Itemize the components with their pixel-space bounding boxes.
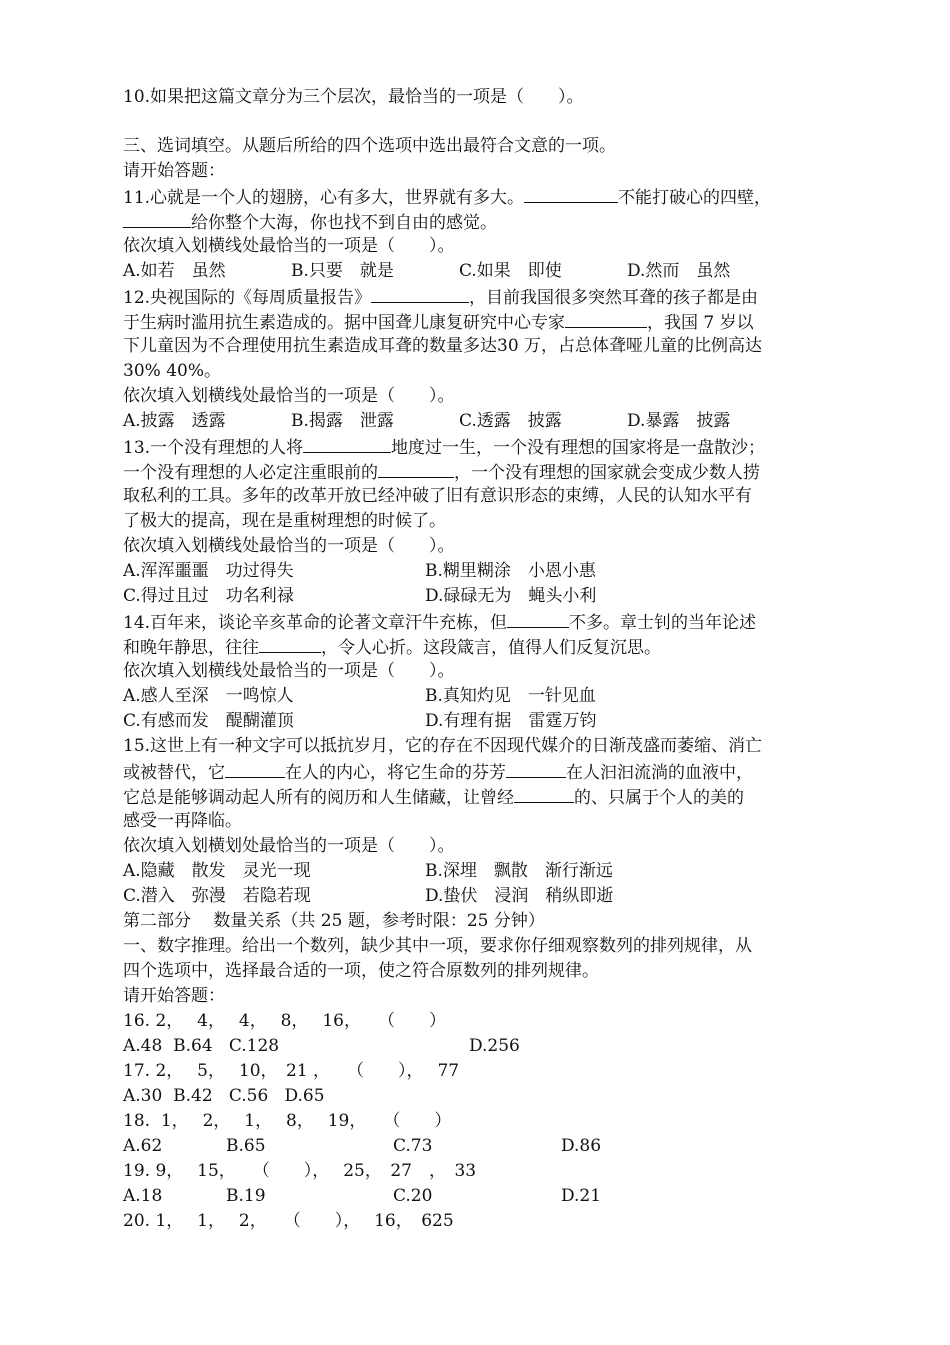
question-15-text-d: 在人汩汩流淌的血液中， xyxy=(566,763,753,783)
question-15-line-3 xyxy=(123,784,744,811)
question-14-options-row-2 xyxy=(123,709,843,734)
question-13-line-2 xyxy=(123,459,760,486)
question-14-text-a: 14.百年来，谈论辛亥革命的论著文章汗牛充栋，但 xyxy=(123,613,508,633)
section-3-title: 三、选词填空。从题后所给的四个选项中选出最符合文意的一项。 xyxy=(123,136,616,156)
question-13-options-row-2 xyxy=(123,584,843,609)
question-11-text-c: 给你整个大海，你也找不到自由的感觉。 xyxy=(191,213,497,233)
question-20: 20. 1， 1， 2， （ ）， 16， 625 xyxy=(123,1211,454,1231)
option-d: D.暴露 披露 xyxy=(627,411,731,431)
question-15-text-e: 它总是能够调动起人所有的阅历和人生储藏，让曾经 xyxy=(123,788,514,808)
option-a: A.感人至深 一鸣惊人 xyxy=(123,686,294,706)
question-12-text-b: ，目前我国很多突然耳聋的孩子都是由 xyxy=(469,288,759,308)
option-a: A.浑浑噩噩 功过得失 xyxy=(123,561,294,581)
question-12-prompt: 依次填入划横线处最恰当的一项是（ ）。 xyxy=(123,386,455,406)
question-11-options xyxy=(123,259,843,284)
question-14-options-row-1 xyxy=(123,684,843,709)
option-b: B.65 xyxy=(226,1136,266,1156)
question-14-text-b: 不多。章士钊的当年论述 xyxy=(569,613,757,633)
option-a: A.披露 透露 xyxy=(123,411,226,431)
fill-blank xyxy=(506,759,566,778)
option-c: C.得过且过 功名利禄 xyxy=(123,586,294,606)
question-15-text-c: 在人的内心，将它生命的芬芳 xyxy=(285,763,506,783)
question-10: 10.如果把这篇文章分为三个层次，最恰当的一项是（ ）。 xyxy=(123,87,584,107)
option-b: B.揭露 泄露 xyxy=(291,411,394,431)
question-13-line-4: 了极大的提高，现在是重树理想的时候了。 xyxy=(123,511,446,531)
option-b: B.19 xyxy=(226,1186,266,1206)
question-15-text-b: 或被替代，它 xyxy=(123,763,225,783)
question-12-text-d: ，我国 7 岁以 xyxy=(647,313,754,333)
question-13-text-c: 一个没有理想的人必定注重眼前的 xyxy=(123,463,378,483)
question-15-line-2 xyxy=(123,759,753,786)
fill-blank xyxy=(507,609,569,628)
question-15-prompt: 依次填入划横划处最恰当的一项是（ ）。 xyxy=(123,836,455,856)
question-12-line-2 xyxy=(123,309,754,336)
fill-blank xyxy=(259,634,321,653)
question-11-line-2 xyxy=(123,209,497,236)
option-d: D.有理有据 雷霆万钧 xyxy=(425,711,597,731)
option-a: A.62 xyxy=(123,1136,163,1156)
option-b: B.只要 就是 xyxy=(291,261,394,281)
question-14-text-d: ，令人心折。这段箴言，值得人们反复沉思。 xyxy=(321,638,661,658)
question-15-options-row-2 xyxy=(123,884,843,909)
question-13-line-1 xyxy=(123,434,765,461)
question-12-line-1 xyxy=(123,284,758,311)
question-13-line-3: 取私利的工具。多年的改革开放已经冲破了旧有意识形态的束缚，人民的认知水平有 xyxy=(123,486,752,506)
option-b: B.糊里糊涂 小恩小惠 xyxy=(425,561,596,581)
question-12-text-a: 12.央视国际的《每周质量报告》 xyxy=(123,288,372,308)
question-19-options xyxy=(123,1184,843,1209)
question-13-options-row-1 xyxy=(123,559,843,584)
option-d: D.蛰伏 浸润 稍纵即逝 xyxy=(425,886,614,906)
question-18: 18. 1， 2， 1， 8， 19， （ ） xyxy=(123,1111,452,1131)
question-19: 19. 9， 15， （ ）， 25， 27 ， 33 xyxy=(123,1161,477,1181)
option-a: A.如若 虽然 xyxy=(123,261,226,281)
option-c: C.如果 即使 xyxy=(459,261,562,281)
question-14-line-2 xyxy=(123,634,661,661)
section-1-start: 请开始答题： xyxy=(123,986,225,1006)
option-d: D.然而 虽然 xyxy=(627,261,731,281)
question-11-text-b: 不能打破心的四壁， xyxy=(618,188,772,208)
option-d: D.21 xyxy=(561,1186,602,1206)
question-18-options xyxy=(123,1134,843,1159)
question-15-options-row-1 xyxy=(123,859,843,884)
option-b: B.真知灼见 一针见血 xyxy=(425,686,596,706)
option-c: C.透露 披露 xyxy=(459,411,562,431)
option-b: B.深埋 飘散 渐行渐远 xyxy=(425,861,613,881)
option-a: A.18 xyxy=(123,1186,163,1206)
question-15-line-1: 15.这世上有一种文字可以抵抗岁月，它的存在不因现代媒介的日渐茂盛而萎缩、消亡 xyxy=(123,736,763,756)
question-13-text-b: 地度过一生，一个没有理想的国家将是一盘散沙； xyxy=(391,438,766,458)
fill-blank xyxy=(371,284,469,303)
option-a: A.隐藏 散发 灵光一现 xyxy=(123,861,311,881)
option-abc: A.48 B.64 C.128 xyxy=(123,1036,280,1056)
option-d: D.86 xyxy=(561,1136,602,1156)
fill-blank xyxy=(514,784,574,803)
question-12-line-4: 30% 40%。 xyxy=(123,361,221,381)
option-d: D.碌碌无为 蝇头小利 xyxy=(425,586,597,606)
question-14-prompt: 依次填入划横线处最恰当的一项是（ ）。 xyxy=(123,661,455,681)
question-15-text-f: 的、只属于个人的美的 xyxy=(574,788,744,808)
question-12-options xyxy=(123,409,843,434)
fill-blank xyxy=(565,309,647,328)
fill-blank xyxy=(378,459,454,478)
section-3-start: 请开始答题： xyxy=(123,161,225,181)
option-c: C.20 xyxy=(393,1186,433,1206)
question-14-line-1 xyxy=(123,609,756,636)
section-1-title-line-2: 四个选项中，选择最合适的一项，使之符合原数列的排列规律。 xyxy=(123,961,599,981)
question-12-line-3: 下儿童因为不合理使用抗生素造成耳聋的数量多达30 万，占总体聋哑儿童的比例高达 xyxy=(123,336,763,356)
question-13-text-a: 13.一个没有理想的人将 xyxy=(123,438,304,458)
section-1-title-line-1: 一、数字推理。给出一个数列，缺少其中一项，要求你仔细观察数列的排列规律，从 xyxy=(123,936,752,956)
question-17: 17. 2， 5， 10， 21 ， （ ）， 77 xyxy=(123,1061,460,1081)
question-16: 16. 2， 4， 4， 8， 16， （ ） xyxy=(123,1011,446,1031)
fill-blank xyxy=(123,209,191,228)
question-13-text-d: ，一个没有理想的国家就会变成少数人捞 xyxy=(454,463,760,483)
option-d: D.256 xyxy=(469,1036,520,1056)
question-17-options: A.30 B.42 C.56 D.65 xyxy=(123,1086,325,1106)
question-11-line-1 xyxy=(123,184,771,211)
question-11-prompt: 依次填入划横线处最恰当的一项是（ ）。 xyxy=(123,236,455,256)
question-16-options xyxy=(123,1034,843,1059)
fill-blank xyxy=(225,759,285,778)
option-c: C.有感而发 醍醐灌顶 xyxy=(123,711,294,731)
part-2-heading: 第二部分 数量关系（共 25 题，参考时限：25 分钟） xyxy=(123,911,545,931)
question-11-text-a: 11.心就是一个人的翅膀，心有多大，世界就有多大。 xyxy=(123,188,525,208)
fill-blank xyxy=(303,434,391,453)
fill-blank xyxy=(524,184,618,203)
option-c: C.73 xyxy=(393,1136,433,1156)
question-15-line-4: 感受一再降临。 xyxy=(123,811,242,831)
question-12-text-c: 于生病时滥用抗生素造成的。据中国聋儿康复研究中心专家 xyxy=(123,313,565,333)
question-14-text-c: 和晚年静思，往往 xyxy=(123,638,259,658)
option-c: C.潜入 弥漫 若隐若现 xyxy=(123,886,311,906)
question-13-prompt: 依次填入划横线处最恰当的一项是（ ）。 xyxy=(123,536,455,556)
